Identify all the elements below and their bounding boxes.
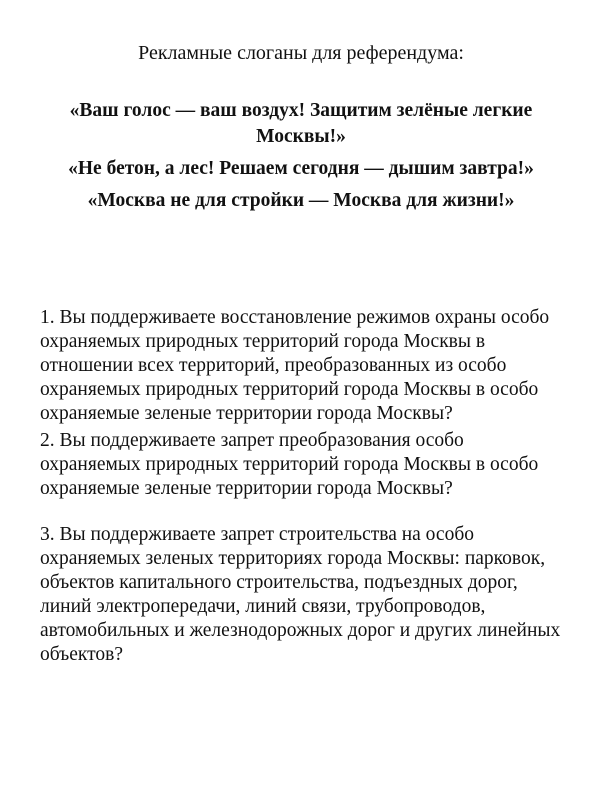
slogan-1: «Ваш голос — ваш воздух! Защитим зелёные легкие Москвы!» — [69, 100, 533, 147]
referendum-question-3: 3. Вы поддерживаете запрет строительства на особо охраняемых зеленых территориях города Москвы: парковок, объектов капитального строительства, подъездных дорог, линий электропередачи, линий связи, трубопроводов, автомобильных и железнодорожных дорог и других линейных объектов? — [40, 524, 561, 665]
page-title: Рекламные слоганы для референдума: — [138, 42, 464, 64]
referendum-question-2: 2. Вы поддерживаете запрет преобразования особо охраняемых природных территорий города Москвы в особо охраняемые зеленые территории города Москвы? — [40, 430, 539, 499]
slogan-3: «Москва не для стройки — Москва для жизни!» — [87, 190, 515, 211]
slogan-2: «Не бетон, а лес! Решаем сегодня — дышим завтра!» — [68, 158, 534, 179]
slogan-list — [40, 98, 562, 220]
referendum-question-1: 1. Вы поддерживаете восстановление режимов охраны особо охраняемых природных территорий города Москвы в отношении всех территорий, преобразованных из особо охраняемых природных территорий города Москвы в особо охраняемые зеленые территории города Москвы? — [40, 307, 550, 424]
